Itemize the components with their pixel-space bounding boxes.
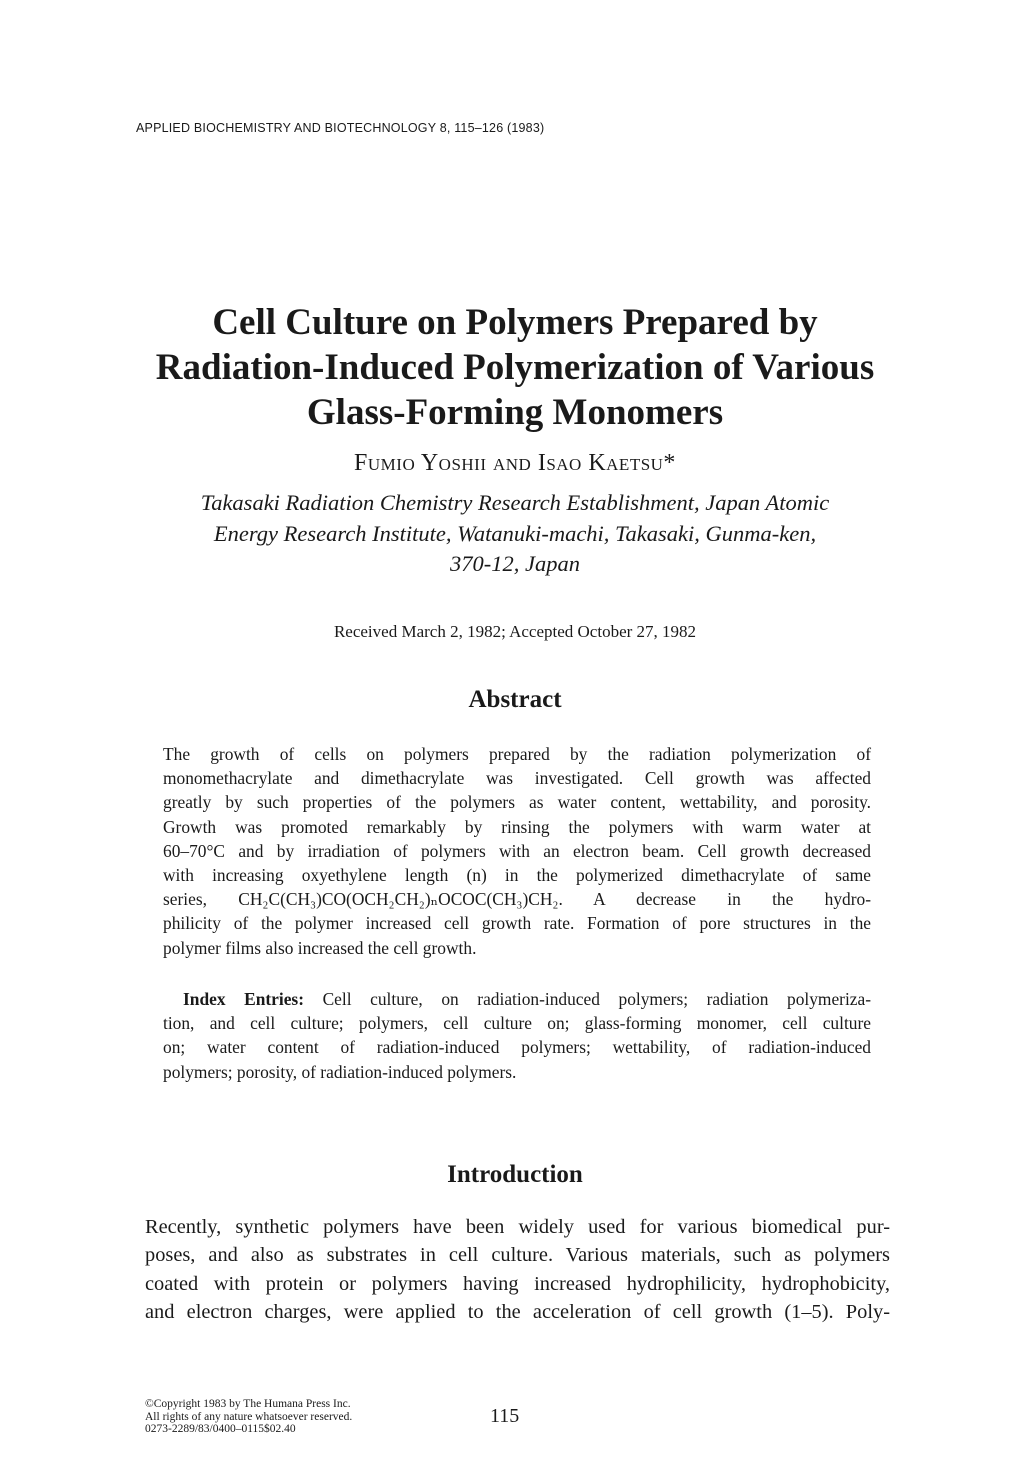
index-entries-line: Cell culture, on radiation-induced polymers; radiation polymeriza-	[304, 989, 872, 1009]
introduction-heading: Introduction	[447, 1161, 583, 1188]
abstract-line: Growth was promoted remarkably by rinsing the polymers with warm water at	[163, 816, 871, 837]
index-entries-line: polymers; porosity, of radiation-induced polymers.	[163, 1061, 517, 1082]
copyright-line: 0273-2289/83/0400–0115$02.40	[145, 1423, 296, 1435]
abstract-line: polymer films also increased the cell growth.	[163, 937, 477, 958]
running-head: APPLIED BIOCHEMISTRY AND BIOTECHNOLOGY 8, 115–126 (1983)	[136, 121, 545, 135]
abstract-line: with increasing oxyethylene length (n) in the polymerized dimethacrylate of same	[163, 865, 871, 886]
abstract-line: philicity of the polymer increased cell growth rate. Formation of pore structures in the	[163, 913, 871, 934]
index-entries-line: on; water content of radiation-induced polymers; wettability, of radiation-induced	[163, 1037, 871, 1058]
index-entries	[163, 987, 871, 1084]
copyright-line: All rights of any nature whatsoever reserved.	[145, 1410, 353, 1423]
title-line: Radiation-Induced Polymerization of Various	[155, 347, 875, 388]
page-number: 115	[490, 1405, 520, 1427]
copyright-line: ©Copyright 1983 by The Humana Press Inc.	[145, 1398, 351, 1410]
abstract-body	[163, 742, 871, 960]
introduction-line: Recently, synthetic polymers have been widely used for various biomedical pur-	[145, 1216, 890, 1238]
title-line: Glass-Forming Monomers	[306, 392, 724, 433]
copyright-notice	[145, 1398, 352, 1436]
abstract-line: The growth of cells on polymers prepared by the radiation polymerization of	[163, 744, 871, 764]
index-entries-first-line	[163, 987, 871, 1011]
title-line: Cell Culture on Polymers Prepared by	[212, 302, 818, 343]
abstract-line: monomethacrylate and dimethacrylate was investigated. Cell growth was affected	[163, 768, 871, 789]
received-dates: Received March 2, 1982; Accepted October 27, 1982	[333, 622, 697, 641]
affiliation	[130, 488, 900, 580]
paper-title	[130, 300, 900, 435]
affiliation-line: 370-12, Japan	[450, 551, 580, 576]
abstract-line: series, CH₂C(CH₃)CO(OCH₂CH₂)ₙOCOC(CH₃)CH₂. A decrease in the hydro-	[163, 889, 871, 910]
introduction-line: and electron charges, were applied to the acceleration of cell growth (1–5). Poly-	[145, 1300, 890, 1323]
author-list: Fumio Yoshii and Isao Kaetsu*	[354, 450, 676, 476]
affiliation-line: Energy Research Institute, Watanuki-machi, Takasaki, Gunma-ken,	[213, 520, 817, 546]
introduction-line: poses, and also as substrates in cell culture. Various materials, such as polymers	[145, 1244, 890, 1267]
abstract-heading: Abstract	[468, 686, 562, 713]
index-entries-label: Index Entries:	[183, 989, 304, 1009]
introduction-body	[145, 1213, 890, 1326]
abstract-line: greatly by such properties of the polymers as water content, wettability, and porosity.	[163, 792, 871, 813]
index-entries-line: tion, and cell culture; polymers, cell culture on; glass-forming monomer, cell culture	[163, 1013, 871, 1034]
affiliation-line: Takasaki Radiation Chemistry Research Establishment, Japan Atomic	[200, 490, 830, 515]
introduction-line: coated with protein or polymers having increased hydrophilicity, hydrophobicity,	[145, 1272, 890, 1295]
abstract-line: 60–70°C and by irradiation of polymers with an electron beam. Cell growth decreased	[163, 840, 871, 861]
